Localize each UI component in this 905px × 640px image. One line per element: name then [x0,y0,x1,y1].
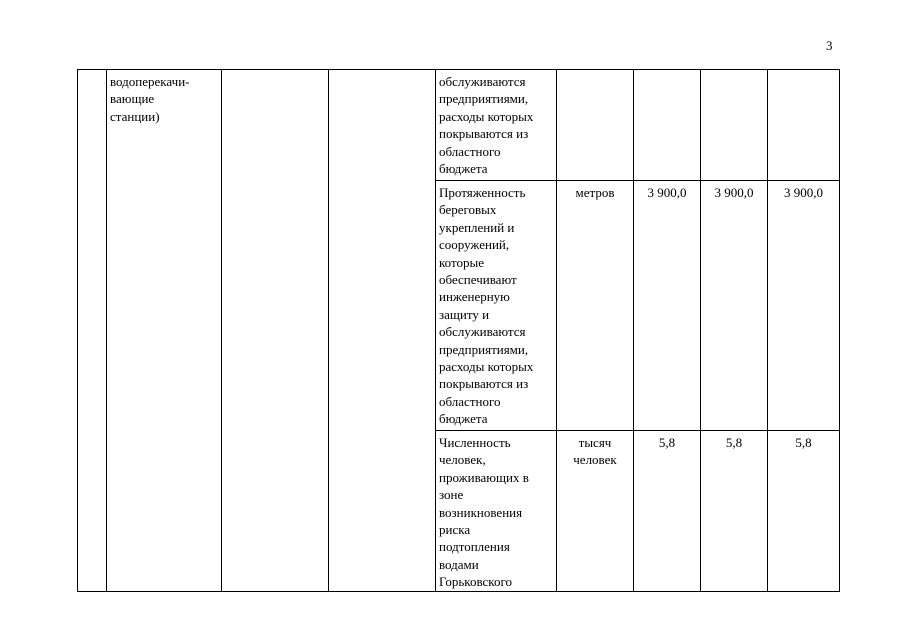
cell-indicator: Протяженность береговых укреплений и сооружений, которые обеспечивают инженерную защиту и обслуживаются предприятиями, расходы которых покрываются из областного бюджета [436,181,557,431]
cell-value: 3 900,0 [701,181,768,431]
cell-indicator: Численность человек, проживающих в зоне возникновения риска подтопления водами Горьковского [436,431,557,592]
cell-value [701,70,768,181]
page-number: 3 [826,38,833,53]
cell-empty-b [329,70,436,592]
cell-value: 3 900,0 [634,181,701,431]
cell-value: 5,8 [701,431,768,592]
cell-value: 3 900,0 [768,181,840,431]
cell-number [78,70,107,592]
cell-unit: тысяч человек [557,431,634,592]
cell-value: 5,8 [634,431,701,592]
program-table [77,69,840,592]
cell-value: 5,8 [768,431,840,592]
cell-object: водоперекачи- вающие станции) [107,70,222,592]
cell-empty-a [222,70,329,592]
cell-unit: метров [557,181,634,431]
cell-indicator: обслуживаются предприятиями, расходы которых покрываются из областного бюджета [436,70,557,181]
cell-value [768,70,840,181]
cell-value [634,70,701,181]
table-row [78,70,840,181]
cell-unit [557,70,634,181]
